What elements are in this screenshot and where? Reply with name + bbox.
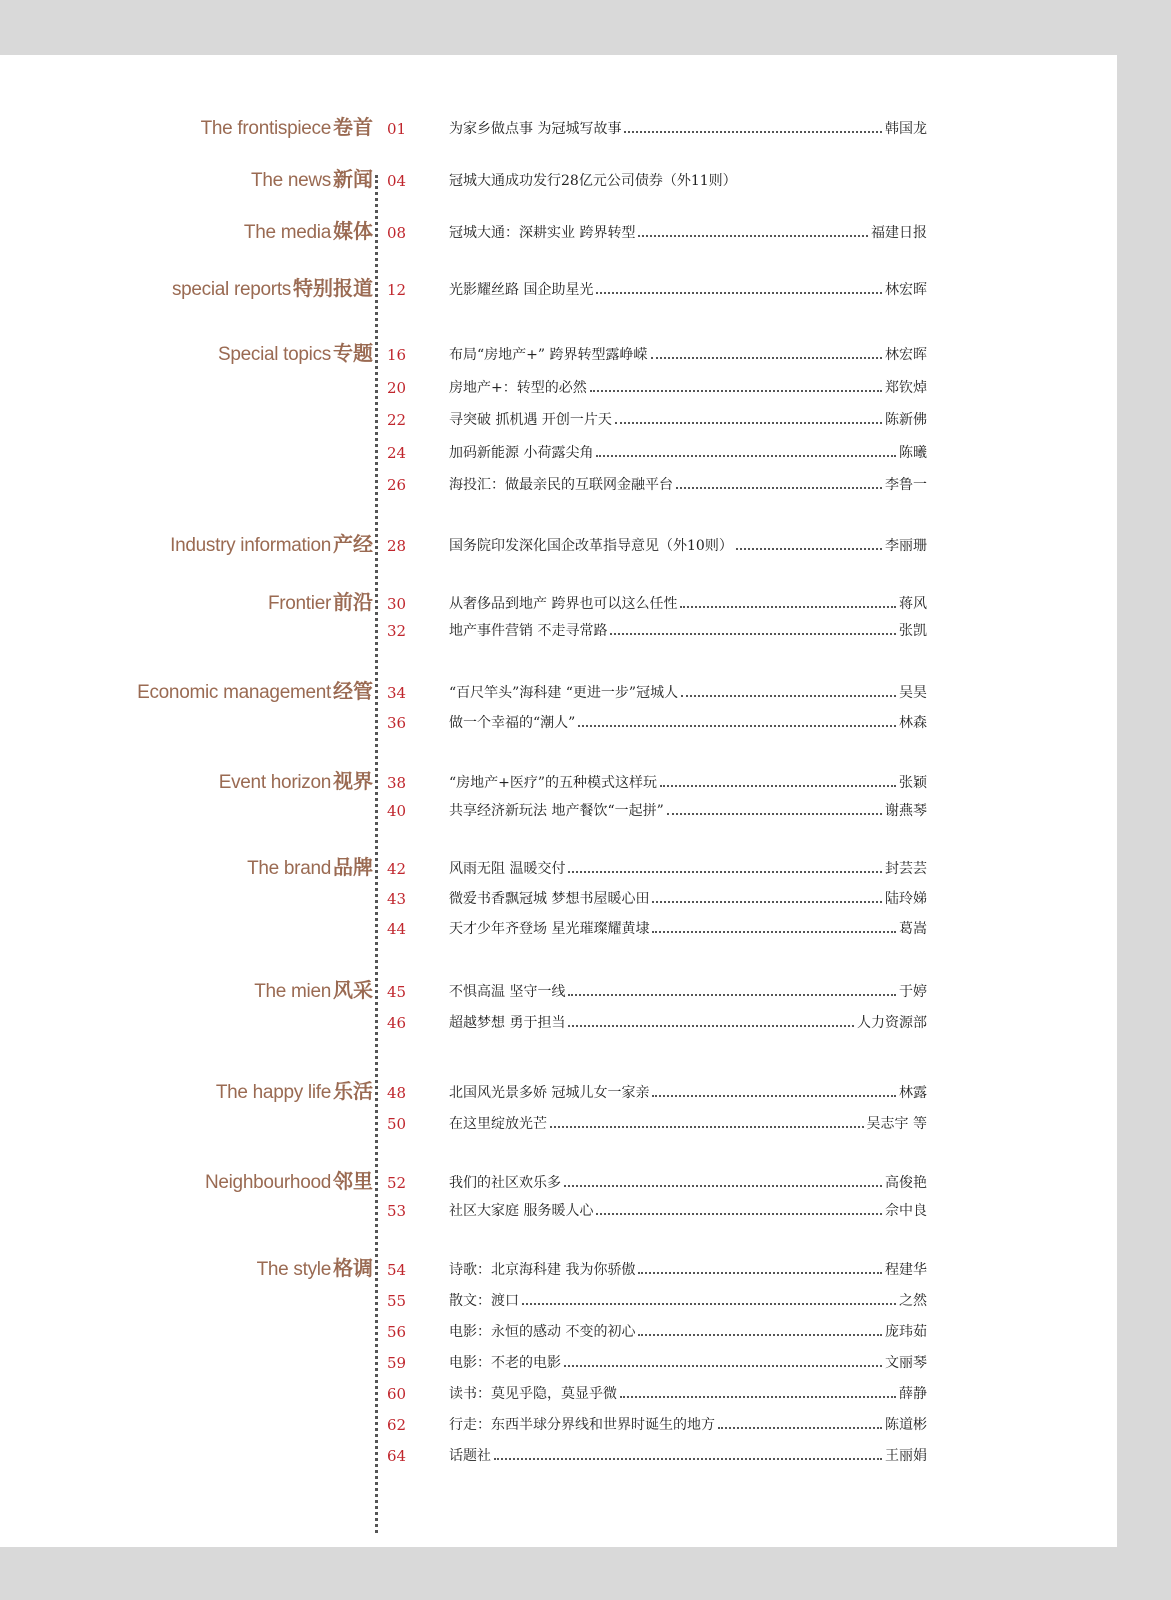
toc-entry[interactable] <box>449 1288 927 1314</box>
entry-title: 诗歌：北京海科建 我为你骄傲 <box>449 1262 636 1278</box>
section-chinese-name: 专题 <box>333 341 373 365</box>
toc-entry[interactable] <box>449 440 927 466</box>
page-number: 64 <box>387 1447 407 1465</box>
section-heading <box>254 977 373 1005</box>
toc-row <box>0 1381 1117 1407</box>
page-number: 44 <box>387 920 407 938</box>
dot-leader <box>578 725 896 727</box>
dot-leader <box>550 1126 864 1128</box>
entry-author: 王丽娟 <box>885 1448 927 1464</box>
entry-title: 行走：东西半球分界线和世界时诞生的地方 <box>449 1417 715 1433</box>
toc-entry[interactable] <box>449 1381 927 1407</box>
section-english-name: The news <box>251 170 331 191</box>
entry-author: 文丽琴 <box>885 1355 927 1371</box>
dot-leader <box>680 606 896 608</box>
entry-title: “房地产+医疗”的五种模式这样玩 <box>449 775 658 791</box>
entry-author: 福建日报 <box>871 225 927 241</box>
page-number: 16 <box>387 346 407 364</box>
toc-row <box>0 710 1117 736</box>
section-heading <box>244 218 373 246</box>
dot-leader <box>596 1213 882 1215</box>
entry-title: 电影：不老的电影 <box>449 1355 561 1371</box>
section-english-name: Special topics <box>217 344 331 365</box>
entry-author: 陈曦 <box>899 444 927 461</box>
dot-leader <box>615 422 882 424</box>
entry-title: 加码新能源 小荷露尖角 <box>449 444 594 461</box>
entry-title: 为家乡做点事 为冠城写故事 <box>449 121 622 137</box>
toc-entry[interactable] <box>449 342 927 368</box>
toc-row <box>0 886 1117 912</box>
dot-leader <box>568 1025 854 1027</box>
page-number: 48 <box>387 1084 407 1102</box>
toc-row <box>0 375 1117 401</box>
toc-row <box>0 440 1117 466</box>
entry-title: 风雨无阻 温暖交付 <box>449 861 566 877</box>
section-heading <box>170 531 373 559</box>
page-number: 45 <box>387 983 407 1001</box>
dot-leader <box>568 994 896 996</box>
entry-title: 散文：渡口 <box>449 1293 519 1309</box>
entry-author: 佘中良 <box>885 1203 927 1219</box>
entry-author: 张凯 <box>899 623 927 639</box>
toc-row <box>0 472 1117 498</box>
dot-leader <box>651 357 883 359</box>
entry-author: 吴昊 <box>899 685 927 701</box>
section-english-name: The mien <box>254 981 331 1002</box>
page-number: 60 <box>387 1385 407 1403</box>
entry-title: 冠城大通：深耕实业 跨界转型 <box>449 225 636 241</box>
dot-leader <box>564 1185 882 1187</box>
section-chinese-name: 乐活 <box>333 1079 373 1103</box>
entry-author: 吴志宇 等 <box>866 1116 927 1132</box>
toc-row <box>0 1257 1117 1283</box>
page-number: 38 <box>387 774 407 792</box>
toc-row <box>0 856 1117 882</box>
toc-row <box>0 1111 1117 1137</box>
toc-entry[interactable] <box>449 220 927 246</box>
entry-author: 林宏晖 <box>885 282 927 298</box>
entry-author: 庞玮茹 <box>885 1324 927 1340</box>
page-number: 30 <box>387 595 407 613</box>
section-english-name: The media <box>243 222 331 243</box>
entry-title: 读书：莫见乎隐，莫显乎微 <box>449 1386 617 1402</box>
toc-row <box>0 533 1117 559</box>
dot-leader <box>667 813 882 815</box>
section-heading <box>137 678 373 706</box>
page-number: 08 <box>387 224 407 242</box>
entry-title: 冠城大通成功发行28亿元公司债券（外11则） <box>449 173 737 189</box>
page-number: 54 <box>387 1261 407 1279</box>
entry-author: 张颖 <box>899 775 927 791</box>
entry-title: 布局“房地产+” 跨界转型露峥嵘 <box>449 347 648 363</box>
page-number: 22 <box>387 411 407 429</box>
entry-author: 李丽珊 <box>885 538 927 554</box>
toc-row <box>0 407 1117 433</box>
entry-author: 人力资源部 <box>857 1015 927 1031</box>
toc-row <box>0 168 1117 194</box>
page-number: 50 <box>387 1115 407 1133</box>
section-chinese-name: 前沿 <box>333 590 373 614</box>
entry-title: 地产事件营销 不走寻常路 <box>449 623 608 639</box>
entry-author: 李鲁一 <box>885 477 927 493</box>
toc-entry[interactable] <box>449 1350 927 1376</box>
entry-author: 陈新佛 <box>885 412 927 428</box>
entry-title: 在这里绽放光芒 <box>449 1116 547 1132</box>
section-chinese-name: 格调 <box>333 1256 373 1280</box>
page-number: 55 <box>387 1292 407 1310</box>
toc-entry[interactable] <box>449 1198 927 1224</box>
page-number: 46 <box>387 1014 407 1032</box>
entry-author: 陈道彬 <box>885 1417 927 1433</box>
toc-entry[interactable] <box>449 770 927 796</box>
section-english-name: Industry information <box>170 535 331 556</box>
dot-leader <box>736 548 882 550</box>
page-number: 24 <box>387 443 407 462</box>
section-heading <box>216 1078 373 1106</box>
toc-row <box>0 770 1117 796</box>
dot-leader <box>494 1458 882 1460</box>
section-chinese-name: 新闻 <box>333 167 373 191</box>
dot-leader <box>564 1365 882 1367</box>
dot-leader <box>624 131 882 133</box>
entry-title: 社区大家庭 服务暖人心 <box>449 1203 594 1219</box>
section-heading <box>172 275 373 303</box>
dot-leader <box>596 292 882 294</box>
toc-entry[interactable] <box>449 618 927 644</box>
page-number: 26 <box>387 476 407 494</box>
entry-title: 光影耀丝路 国企助星光 <box>449 282 594 298</box>
section-heading <box>268 589 373 617</box>
toc-row <box>0 116 1117 142</box>
section-chinese-name: 产经 <box>333 532 373 556</box>
entry-author: 林露 <box>899 1085 927 1101</box>
entry-title: 电影：永恒的感动 不变的初心 <box>449 1324 636 1340</box>
toc-row <box>0 591 1117 617</box>
section-chinese-name: 视界 <box>333 769 373 793</box>
entry-author: 葛嵩 <box>899 921 927 937</box>
toc-row <box>0 1198 1117 1224</box>
toc-entry[interactable] <box>449 1257 927 1283</box>
toc-entry[interactable] <box>449 856 927 882</box>
entry-title: 微爱书香飘冠城 梦想书屋暖心田 <box>449 891 650 907</box>
toc-row <box>0 1288 1117 1314</box>
toc-entry[interactable] <box>449 680 927 706</box>
toc-row <box>0 1080 1117 1106</box>
toc-entry[interactable] <box>449 533 927 559</box>
entry-title: 从奢侈品到地产 跨界也可以这么任性 <box>449 596 678 612</box>
toc-row <box>0 1170 1117 1196</box>
toc-row <box>0 979 1117 1005</box>
entry-title: 房地产+：转型的必然 <box>449 379 587 396</box>
toc-entry[interactable] <box>449 1319 927 1345</box>
toc-row <box>0 220 1117 246</box>
page-number: 34 <box>387 684 407 702</box>
toc-entry[interactable] <box>449 277 927 303</box>
section-english-name: Frontier <box>267 593 331 614</box>
page-number: 52 <box>387 1174 407 1192</box>
toc-entry[interactable] <box>449 979 927 1005</box>
dot-leader <box>718 1427 882 1429</box>
entry-author: 谢燕琴 <box>885 803 927 819</box>
entry-title: 国务院印发深化国企改革指导意见（外10则） <box>449 538 733 554</box>
dot-leader <box>681 695 896 697</box>
toc-row <box>0 1443 1117 1469</box>
entry-author: 陆玲娣 <box>885 891 927 907</box>
dot-leader <box>638 1272 882 1274</box>
page-number: 12 <box>387 281 407 299</box>
entry-title: 我们的社区欢乐多 <box>449 1175 561 1191</box>
page-number: 42 <box>387 860 407 878</box>
toc-entry[interactable] <box>449 1170 927 1196</box>
toc-row <box>0 618 1117 644</box>
section-chinese-name: 经管 <box>333 679 373 703</box>
toc-row <box>0 680 1117 706</box>
dot-leader <box>660 785 896 787</box>
toc-row <box>0 1010 1117 1036</box>
dot-leader <box>638 235 868 237</box>
section-heading <box>219 768 373 796</box>
dot-leader <box>652 931 896 933</box>
page-number: 20 <box>387 378 407 397</box>
entry-author: 蒋风 <box>899 596 927 612</box>
toc-entry[interactable] <box>449 1111 927 1137</box>
entry-title: 海投汇：做最亲民的互联网金融平台 <box>449 477 673 493</box>
entry-title: “百尺竿头”海科建 “更进一步”冠城人 <box>449 685 679 701</box>
page-number: 56 <box>387 1323 407 1341</box>
section-heading <box>205 1168 373 1196</box>
page-number: 62 <box>387 1416 407 1434</box>
entry-author: 郑钦焯 <box>885 379 927 396</box>
entry-title: 话题社 <box>449 1448 491 1464</box>
dot-leader <box>522 1303 896 1305</box>
page-number: 59 <box>387 1354 407 1372</box>
section-english-name: special reports <box>171 279 291 300</box>
entry-author: 于婷 <box>899 984 927 1000</box>
entry-title: 北国风光景多娇 冠城儿女一家亲 <box>449 1085 650 1101</box>
toc-row <box>0 1412 1117 1438</box>
dot-leader <box>568 871 882 873</box>
page-number: 01 <box>387 120 407 138</box>
dot-leader <box>610 633 896 635</box>
entry-title: 天才少年齐登场 星光璀璨耀黄埭 <box>449 921 650 937</box>
toc-entry[interactable] <box>449 1412 927 1438</box>
dot-leader <box>620 1396 896 1398</box>
toc-row <box>0 798 1117 824</box>
section-heading <box>247 854 373 882</box>
dot-leader <box>596 455 896 457</box>
section-chinese-name: 邻里 <box>333 1169 373 1193</box>
toc-entry[interactable] <box>449 407 927 433</box>
toc-entry[interactable] <box>449 798 927 824</box>
section-heading <box>257 1255 373 1283</box>
toc-row <box>0 277 1117 303</box>
section-chinese-name: 特别报道 <box>293 276 373 300</box>
toc-entry[interactable] <box>449 1080 927 1106</box>
entry-author: 韩国龙 <box>885 121 927 137</box>
toc-entry[interactable] <box>449 886 927 912</box>
dot-leader <box>652 1095 896 1097</box>
magazine-contents-page <box>0 55 1117 1547</box>
toc-entry[interactable] <box>449 1010 927 1036</box>
toc-entry[interactable] <box>449 116 927 142</box>
entry-title: 不惧高温 坚守一线 <box>449 984 566 1000</box>
page-number: 28 <box>387 537 407 555</box>
toc-entry[interactable] <box>449 916 927 942</box>
page-number: 40 <box>387 802 407 820</box>
toc-entry[interactable] <box>449 375 927 401</box>
dot-leader <box>676 487 882 489</box>
entry-author: 封芸芸 <box>885 861 927 877</box>
section-chinese-name: 媒体 <box>333 219 373 243</box>
entry-title: 超越梦想 勇于担当 <box>449 1015 566 1031</box>
entry-author: 之然 <box>899 1293 927 1309</box>
section-chinese-name: 风采 <box>333 978 373 1002</box>
toc-row <box>0 1319 1117 1345</box>
section-english-name: The brand <box>247 858 331 879</box>
section-chinese-name: 卷首 <box>333 115 373 139</box>
entry-author: 薛静 <box>899 1386 927 1402</box>
dot-leader <box>638 1334 882 1336</box>
entry-author: 程建华 <box>885 1262 927 1278</box>
page-number: 43 <box>387 890 407 908</box>
section-chinese-name: 品牌 <box>333 855 373 879</box>
section-english-name: Economic management <box>137 682 331 703</box>
entry-author: 林森 <box>899 715 927 731</box>
page-number: 04 <box>387 172 407 190</box>
section-english-name: The frontispiece <box>200 118 331 139</box>
entry-author: 高俊艳 <box>885 1175 927 1191</box>
section-english-name: Event horizon <box>218 772 331 793</box>
dot-leader <box>590 390 882 392</box>
toc-entry[interactable] <box>449 168 927 194</box>
entry-title: 共享经济新玩法 地产餐饮“一起拼” <box>449 803 664 819</box>
section-heading <box>201 114 373 142</box>
page-number: 36 <box>387 714 407 732</box>
toc-entry[interactable] <box>449 591 927 617</box>
entry-title: 做一个幸福的“潮人” <box>449 715 576 731</box>
toc-row <box>0 1350 1117 1376</box>
section-english-name: The happy life <box>215 1082 331 1103</box>
page-number: 32 <box>387 622 407 640</box>
toc-entry[interactable] <box>449 710 927 736</box>
toc-row <box>0 916 1117 942</box>
section-heading <box>218 340 373 368</box>
toc-entry[interactable] <box>449 472 927 498</box>
section-english-name: The style <box>256 1259 331 1280</box>
page-number: 53 <box>387 1202 407 1220</box>
toc-row <box>0 342 1117 368</box>
dot-leader <box>652 901 882 903</box>
toc-entry[interactable] <box>449 1443 927 1469</box>
entry-title: 寻突破 抓机遇 开创一片天 <box>449 412 612 428</box>
entry-author: 林宏晖 <box>885 347 927 363</box>
section-english-name: Neighbourhood <box>204 1172 331 1193</box>
section-heading <box>251 166 373 194</box>
